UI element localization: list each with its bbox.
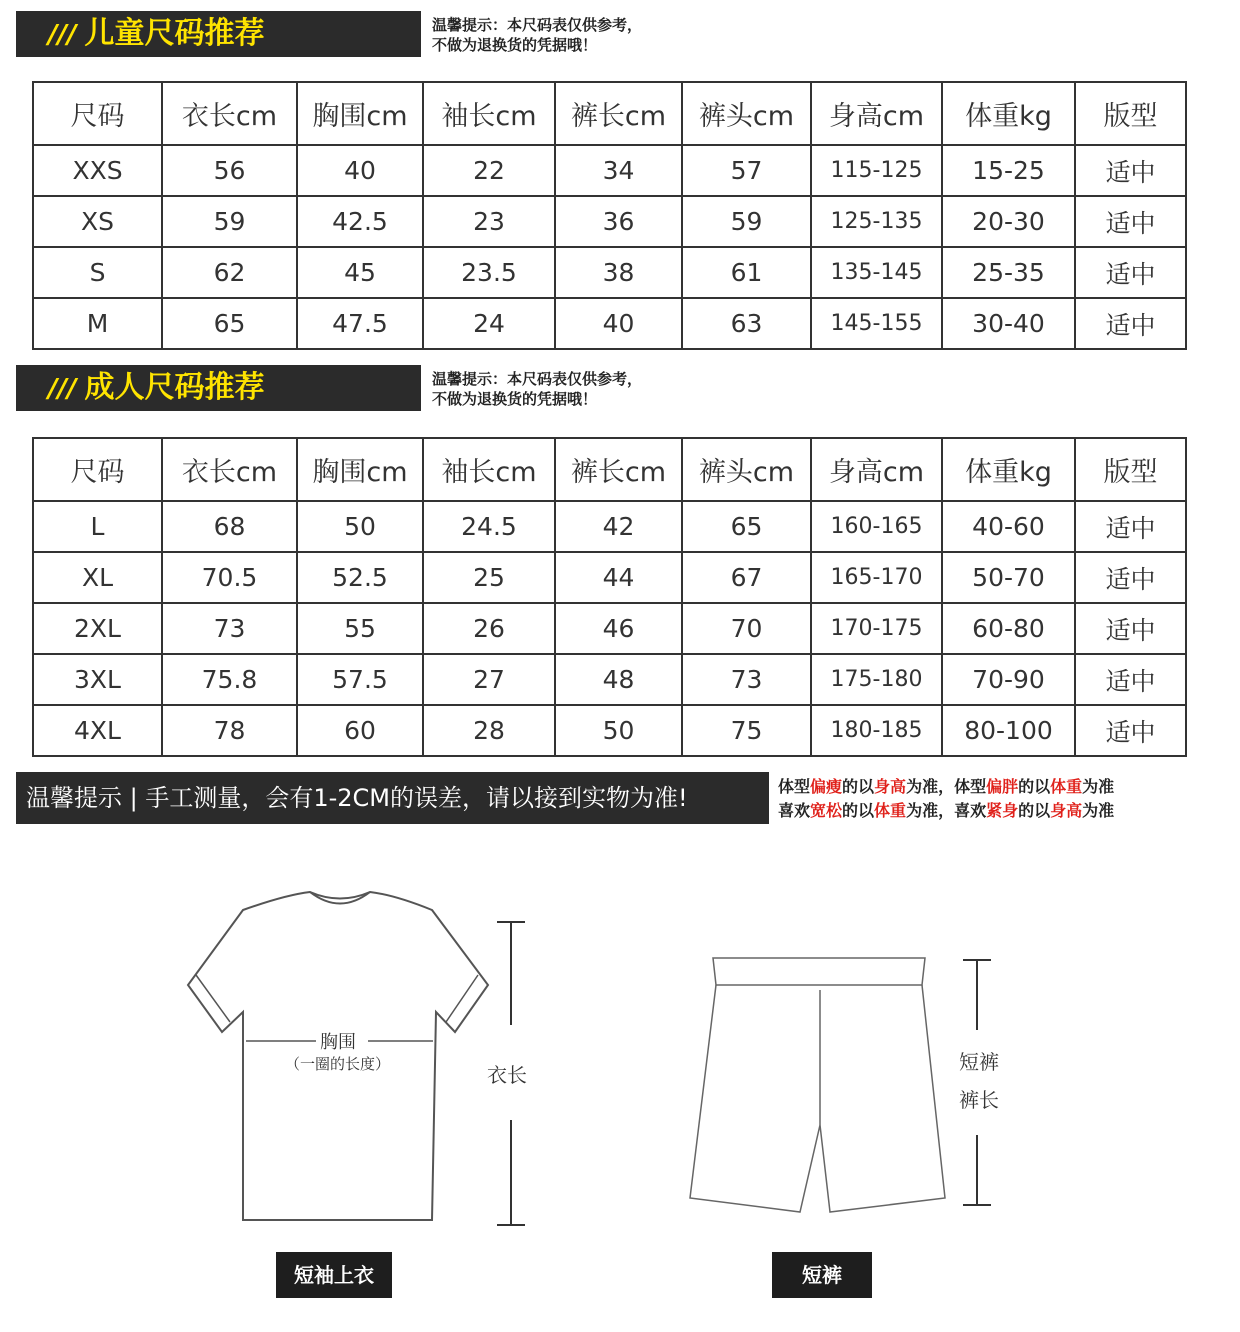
- cell-height: 160-165: [811, 501, 942, 552]
- adult-tip-line1: 温馨提示：本尺码表仅供参考，: [432, 370, 643, 388]
- cell-size: M: [33, 298, 162, 349]
- cell-weight: 80-100: [942, 705, 1075, 756]
- shorts-length-label: 裤长: [959, 1088, 999, 1112]
- banner-slashes: ///: [48, 374, 77, 404]
- cell-weight: 30-40: [942, 298, 1075, 349]
- header-length: 衣长cm: [162, 438, 297, 501]
- cell-waist: 75: [682, 705, 811, 756]
- cell-sleeve: 26: [423, 603, 555, 654]
- cell-length: 59: [162, 196, 297, 247]
- advice-text: 喜欢: [778, 801, 811, 820]
- cell-chest: 40: [297, 145, 423, 196]
- cell-chest: 47.5: [297, 298, 423, 349]
- advice-highlight: 身高: [874, 777, 907, 796]
- advice-highlight: 宽松: [810, 801, 843, 820]
- header-pants-length: 裤长cm: [555, 82, 682, 145]
- advice-text: 为准: [1082, 801, 1115, 820]
- cell-chest: 57.5: [297, 654, 423, 705]
- cell-pants-length: 36: [555, 196, 682, 247]
- cell-weight: 70-90: [942, 654, 1075, 705]
- cell-length: 75.8: [162, 654, 297, 705]
- cell-weight: 20-30: [942, 196, 1075, 247]
- measurement-hint-bar: 温馨提示 | 手工测量，会有1-2CM的误差，请以接到实物为准!: [16, 772, 769, 824]
- cell-height: 125-135: [811, 196, 942, 247]
- cell-sleeve: 23: [423, 196, 555, 247]
- header-height: 身高cm: [811, 82, 942, 145]
- shirt-length-label: 衣长: [487, 1063, 527, 1087]
- advice-text: 的以: [842, 777, 875, 796]
- header-chest: 胸围cm: [297, 438, 423, 501]
- cell-height: 145-155: [811, 298, 942, 349]
- cell-chest: 50: [297, 501, 423, 552]
- header-sleeve: 袖长cm: [423, 438, 555, 501]
- cell-pants-length: 38: [555, 247, 682, 298]
- chest-label: 胸围: [320, 1032, 356, 1053]
- cell-weight: 25-35: [942, 247, 1075, 298]
- cell-fit: 适中: [1075, 654, 1186, 705]
- header-weight: 体重kg: [942, 82, 1075, 145]
- cell-fit: 适中: [1075, 196, 1186, 247]
- cell-size: 3XL: [33, 654, 162, 705]
- cell-pants-length: 34: [555, 145, 682, 196]
- cell-chest: 42.5: [297, 196, 423, 247]
- header-pants-length: 裤长cm: [555, 438, 682, 501]
- cell-length: 70.5: [162, 552, 297, 603]
- shorts-length-measure: [963, 960, 991, 1205]
- cell-waist: 70: [682, 603, 811, 654]
- cell-pants-length: 44: [555, 552, 682, 603]
- cell-waist: 61: [682, 247, 811, 298]
- cell-fit: 适中: [1075, 552, 1186, 603]
- cell-waist: 67: [682, 552, 811, 603]
- cell-sleeve: 24: [423, 298, 555, 349]
- advice-text: 为准，体型: [906, 777, 987, 796]
- cell-sleeve: 23.5: [423, 247, 555, 298]
- shorts-label: 短裤: [772, 1252, 872, 1298]
- advice-text: 的以: [842, 801, 875, 820]
- advice-text: 为准，喜欢: [906, 801, 987, 820]
- cell-sleeve: 27: [423, 654, 555, 705]
- cell-length: 73: [162, 603, 297, 654]
- shorts-illustration: [690, 958, 945, 1212]
- cell-length: 78: [162, 705, 297, 756]
- tshirt-label: 短袖上衣: [276, 1252, 392, 1298]
- cell-size: XL: [33, 552, 162, 603]
- cell-waist: 63: [682, 298, 811, 349]
- cell-chest: 45: [297, 247, 423, 298]
- cell-height: 180-185: [811, 705, 942, 756]
- adult-section-title: 成人尺码推荐: [84, 370, 265, 405]
- cell-height: 165-170: [811, 552, 942, 603]
- cell-size: L: [33, 501, 162, 552]
- cell-pants-length: 50: [555, 705, 682, 756]
- cell-weight: 40-60: [942, 501, 1075, 552]
- kids-tip-line2: 不做为退换货的凭据哦！: [432, 36, 598, 54]
- header-size: 尺码: [33, 82, 162, 145]
- advice-text: 体型: [778, 777, 811, 796]
- cell-length: 68: [162, 501, 297, 552]
- header-waist: 裤头cm: [682, 438, 811, 501]
- banner-slashes: ///: [48, 20, 77, 50]
- advice-highlight: 身高: [1050, 801, 1083, 820]
- cell-fit: 适中: [1075, 247, 1186, 298]
- header-length: 衣长cm: [162, 82, 297, 145]
- cell-weight: 60-80: [942, 603, 1075, 654]
- advice-text: 的以: [1018, 777, 1051, 796]
- cell-waist: 57: [682, 145, 811, 196]
- cell-pants-length: 46: [555, 603, 682, 654]
- cell-fit: 适中: [1075, 705, 1186, 756]
- chest-note: （一圈的长度）: [285, 1055, 391, 1073]
- cell-pants-length: 48: [555, 654, 682, 705]
- cell-length: 62: [162, 247, 297, 298]
- advice-text: 为准: [1082, 777, 1115, 796]
- cell-height: 135-145: [811, 247, 942, 298]
- kids-tip-line1: 温馨提示：本尺码表仅供参考，: [432, 16, 643, 34]
- cell-fit: 适中: [1075, 501, 1186, 552]
- header-height: 身高cm: [811, 438, 942, 501]
- cell-pants-length: 40: [555, 298, 682, 349]
- cell-waist: 73: [682, 654, 811, 705]
- advice-highlight: 偏瘦: [810, 777, 843, 796]
- cell-waist: 59: [682, 196, 811, 247]
- shorts-name-label: 短裤: [959, 1050, 999, 1074]
- header-chest: 胸围cm: [297, 82, 423, 145]
- cell-length: 56: [162, 145, 297, 196]
- cell-sleeve: 22: [423, 145, 555, 196]
- cell-sleeve: 28: [423, 705, 555, 756]
- cell-size: 2XL: [33, 603, 162, 654]
- cell-size: XS: [33, 196, 162, 247]
- advice-text: 的以: [1018, 801, 1051, 820]
- header-fit: 版型: [1075, 82, 1186, 145]
- header-size: 尺码: [33, 438, 162, 501]
- cell-waist: 65: [682, 501, 811, 552]
- cell-height: 115-125: [811, 145, 942, 196]
- cell-weight: 50-70: [942, 552, 1075, 603]
- cell-height: 175-180: [811, 654, 942, 705]
- cell-chest: 52.5: [297, 552, 423, 603]
- advice-highlight: 体重: [874, 801, 907, 820]
- header-fit: 版型: [1075, 438, 1186, 501]
- advice-highlight: 体重: [1050, 777, 1083, 796]
- cell-size: XXS: [33, 145, 162, 196]
- cell-length: 65: [162, 298, 297, 349]
- cell-chest: 55: [297, 603, 423, 654]
- cell-sleeve: 24.5: [423, 501, 555, 552]
- cell-pants-length: 42: [555, 501, 682, 552]
- advice-highlight: 紧身: [986, 801, 1019, 820]
- header-waist: 裤头cm: [682, 82, 811, 145]
- cell-height: 170-175: [811, 603, 942, 654]
- cell-fit: 适中: [1075, 298, 1186, 349]
- cell-fit: 适中: [1075, 145, 1186, 196]
- header-weight: 体重kg: [942, 438, 1075, 501]
- cell-size: S: [33, 247, 162, 298]
- cell-size: 4XL: [33, 705, 162, 756]
- advice-highlight: 偏胖: [986, 777, 1019, 796]
- cell-chest: 60: [297, 705, 423, 756]
- kids-section-title: 儿童尺码推荐: [84, 16, 265, 51]
- cell-fit: 适中: [1075, 603, 1186, 654]
- header-sleeve: 袖长cm: [423, 82, 555, 145]
- adult-tip-line2: 不做为退换货的凭据哦！: [432, 390, 598, 408]
- cell-sleeve: 25: [423, 552, 555, 603]
- cell-weight: 15-25: [942, 145, 1075, 196]
